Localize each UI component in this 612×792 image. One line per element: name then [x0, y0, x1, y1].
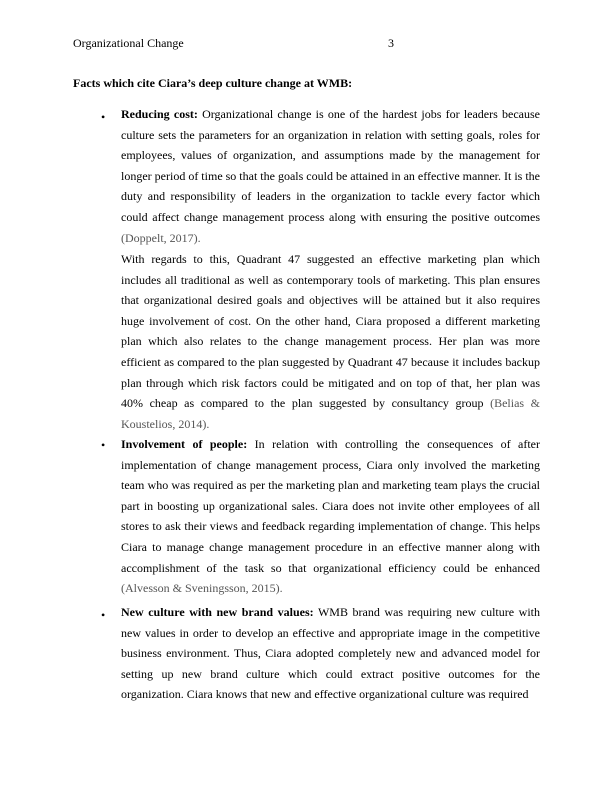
section-heading: Facts which cite Ciara’s deep culture change at WMB: [73, 76, 353, 90]
bullet-text: WMB brand was requiring new culture with new values in order to develop an effective and appropriate image in the competitive business environment. Thus, Ciara adopted completely new and advanced model for setting up new brand culture which could extract positive outcomes for the organization. Ciara knows that new and effective organizational culture was required [121, 605, 540, 702]
page-number: 3 [388, 36, 394, 50]
bullet-icon: • [101, 438, 106, 452]
bullet-icon: • [101, 608, 106, 622]
bullet-term: Reducing cost: [121, 107, 198, 121]
bullet-icon: • [101, 110, 106, 124]
citation: (Alvesson & Sveningsson, 2015). [121, 581, 283, 596]
bullet-paragraph-reducing-cost [121, 104, 540, 248]
continuation-text: With regards to this, Quadrant 47 suggested an effective marketing plan which includes all traditional as well as contemporary tools of marketing. This plan ensures that organizational desired goals and objectives will be attained but it also requires huge involvement of cost. On the other hand, Ciara proposed a different marketing plan which also relates to the change management process. Her plan was more efficient as compared to the plan suggested by Quadrant 47 because it includes backup plan through which risk factors could be mitigated and on top of that, her plan was 40% cheap as compared to the plan suggested by consultancy group [121, 252, 540, 411]
bullet-term: New culture with new brand values: [121, 605, 314, 619]
bullet-term: Involvement of people: [121, 437, 248, 451]
bullet-paragraph-new-culture [121, 602, 540, 705]
bullet-text: In relation with controlling the consequences of after implementation of change management process, Ciara only involved the marketing team who was required as per the marketing plan and marketing team plays the crucial part in boosting up organizational sales. Ciara does not invite other employees of all stores to ask their views and feedback regarding implementation of change. This helps Ciara to manage change management procedure in an effective manner along with accomplishment of the task so that organizational efficiency could be enhanced [121, 437, 541, 575]
bullet-paragraph-involvement-of-people [121, 434, 540, 599]
citation: (Belias & Koustelios, 2014). [121, 396, 540, 431]
citation: (Doppelt, 2017). [121, 230, 201, 245]
continuation-paragraph [121, 249, 540, 434]
bullet-text: Organizational change is one of the hardest jobs for leaders because culture sets the parameters for an organization in relation with setting goals, roles for employees, values of organization, and assumptions made by the management for longer period of time so that the goals could be attained in an effective manner. It is the duty and responsibility of leaders in the organization to tackle every factor which could affect change management process along with ensuring the positive outcomes [121, 107, 540, 224]
running-head-title: Organizational Change [73, 36, 184, 50]
